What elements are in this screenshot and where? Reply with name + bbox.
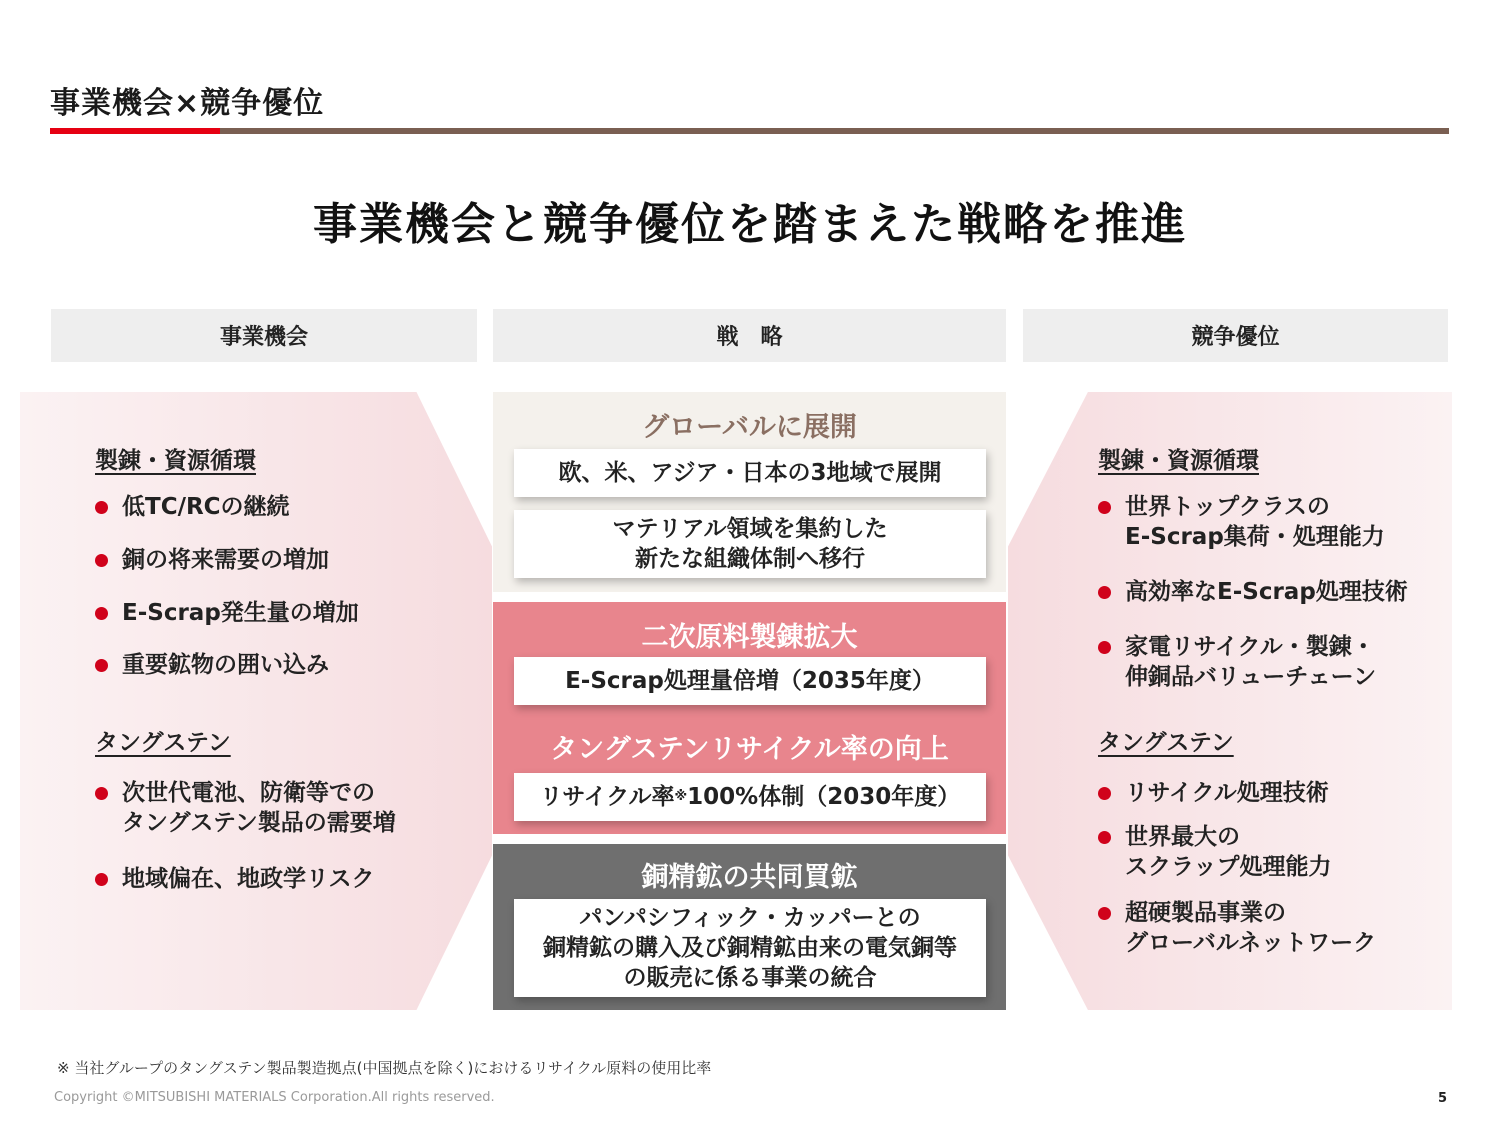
advantage-section-title-smelting: 製錬・資源循環 <box>1098 448 1259 474</box>
strategy-title-copper: 銅精鉱の共同買鉱 <box>641 862 858 893</box>
bullet-dot-icon <box>1098 907 1111 920</box>
opportunity-section-title-smelting: 製錬・資源循環 <box>95 448 256 474</box>
opportunity-item: 地域偏在、地政学リスク <box>95 864 375 894</box>
bullet-dot-icon <box>95 501 108 514</box>
page-heading: 事業機会×競争優位 <box>50 86 325 121</box>
bullet-dot-icon <box>95 607 108 620</box>
advantage-item: リサイクル処理技術 <box>1098 778 1329 808</box>
column-header-strategy: 戦 略 <box>493 309 1006 362</box>
strategy-title-global: グローバルに展開 <box>642 412 857 443</box>
bullet-dot-icon <box>1098 787 1111 800</box>
header-rule-accent <box>50 128 220 134</box>
strategy-card: 欧、米、アジア・日本の3地域で展開 <box>514 449 986 497</box>
bullet-dot-icon <box>1098 641 1111 654</box>
bullet-dot-icon <box>1098 586 1111 599</box>
advantage-item: 世界トップクラスの E-Scrap集荷・処理能力 <box>1098 492 1385 552</box>
strategy-title-tungsten: タングステンリサイクル率の向上 <box>550 734 949 765</box>
bullet-dot-icon <box>95 873 108 886</box>
column-header-advantage: 競争優位 <box>1023 309 1448 362</box>
column-header-opportunity: 事業機会 <box>51 309 477 362</box>
header-rule <box>50 128 1449 134</box>
opportunity-panel <box>20 392 492 1010</box>
bullet-dot-icon <box>95 659 108 672</box>
page-number: 5 <box>1438 1091 1448 1106</box>
opportunity-item: 低TC/RCの継続 <box>95 492 290 522</box>
bullet-dot-icon <box>1098 501 1111 514</box>
bullet-dot-icon <box>95 554 108 567</box>
opportunity-item: 銅の将来需要の増加 <box>95 545 329 575</box>
strategy-card: パンパシフィック・カッパーとの 銅精鉱の購入及び銅精鉱由来の電気銅等 の販売に係る事業の統合 <box>514 899 986 997</box>
strategy-card: マテリアル領域を集約した 新たな組織体制へ移行 <box>514 510 986 578</box>
footnote: ※ 当社グループのタングステン製品製造拠点(中国拠点を除く)におけるリサイクル原料の使用比率 <box>57 1059 712 1077</box>
opportunity-item: 次世代電池、防衛等での タングステン製品の需要増 <box>95 778 396 838</box>
copyright: Copyright ©MITSUBISHI MATERIALS Corporation.All rights reserved. <box>54 1090 495 1105</box>
bullet-dot-icon <box>95 787 108 800</box>
opportunity-section-title-tungsten: タングステン <box>95 730 231 756</box>
strategy-title-secondary: 二次原料製錬拡大 <box>641 622 858 653</box>
main-title: 事業機会と競争優位を踏まえた戦略を推進 <box>313 199 1187 250</box>
advantage-item: 世界最大の スクラップ処理能力 <box>1098 822 1332 882</box>
advantage-item: 超硬製品事業の グローバルネットワーク <box>1098 898 1376 958</box>
strategy-card: リサイクル率 ※ 100%体制（2030年度） <box>514 773 986 821</box>
opportunity-item: E-Scrap発生量の増加 <box>95 598 359 628</box>
advantage-item: 家電リサイクル・製錬・ 伸銅品バリューチェーン <box>1098 632 1376 692</box>
advantage-section-title-tungsten: タングステン <box>1098 730 1234 756</box>
opportunity-item: 重要鉱物の囲い込み <box>95 650 329 680</box>
bullet-dot-icon <box>1098 831 1111 844</box>
advantage-item: 高効率なE-Scrap処理技術 <box>1098 577 1408 607</box>
strategy-card: E-Scrap処理量倍増（2035年度） <box>514 657 986 705</box>
